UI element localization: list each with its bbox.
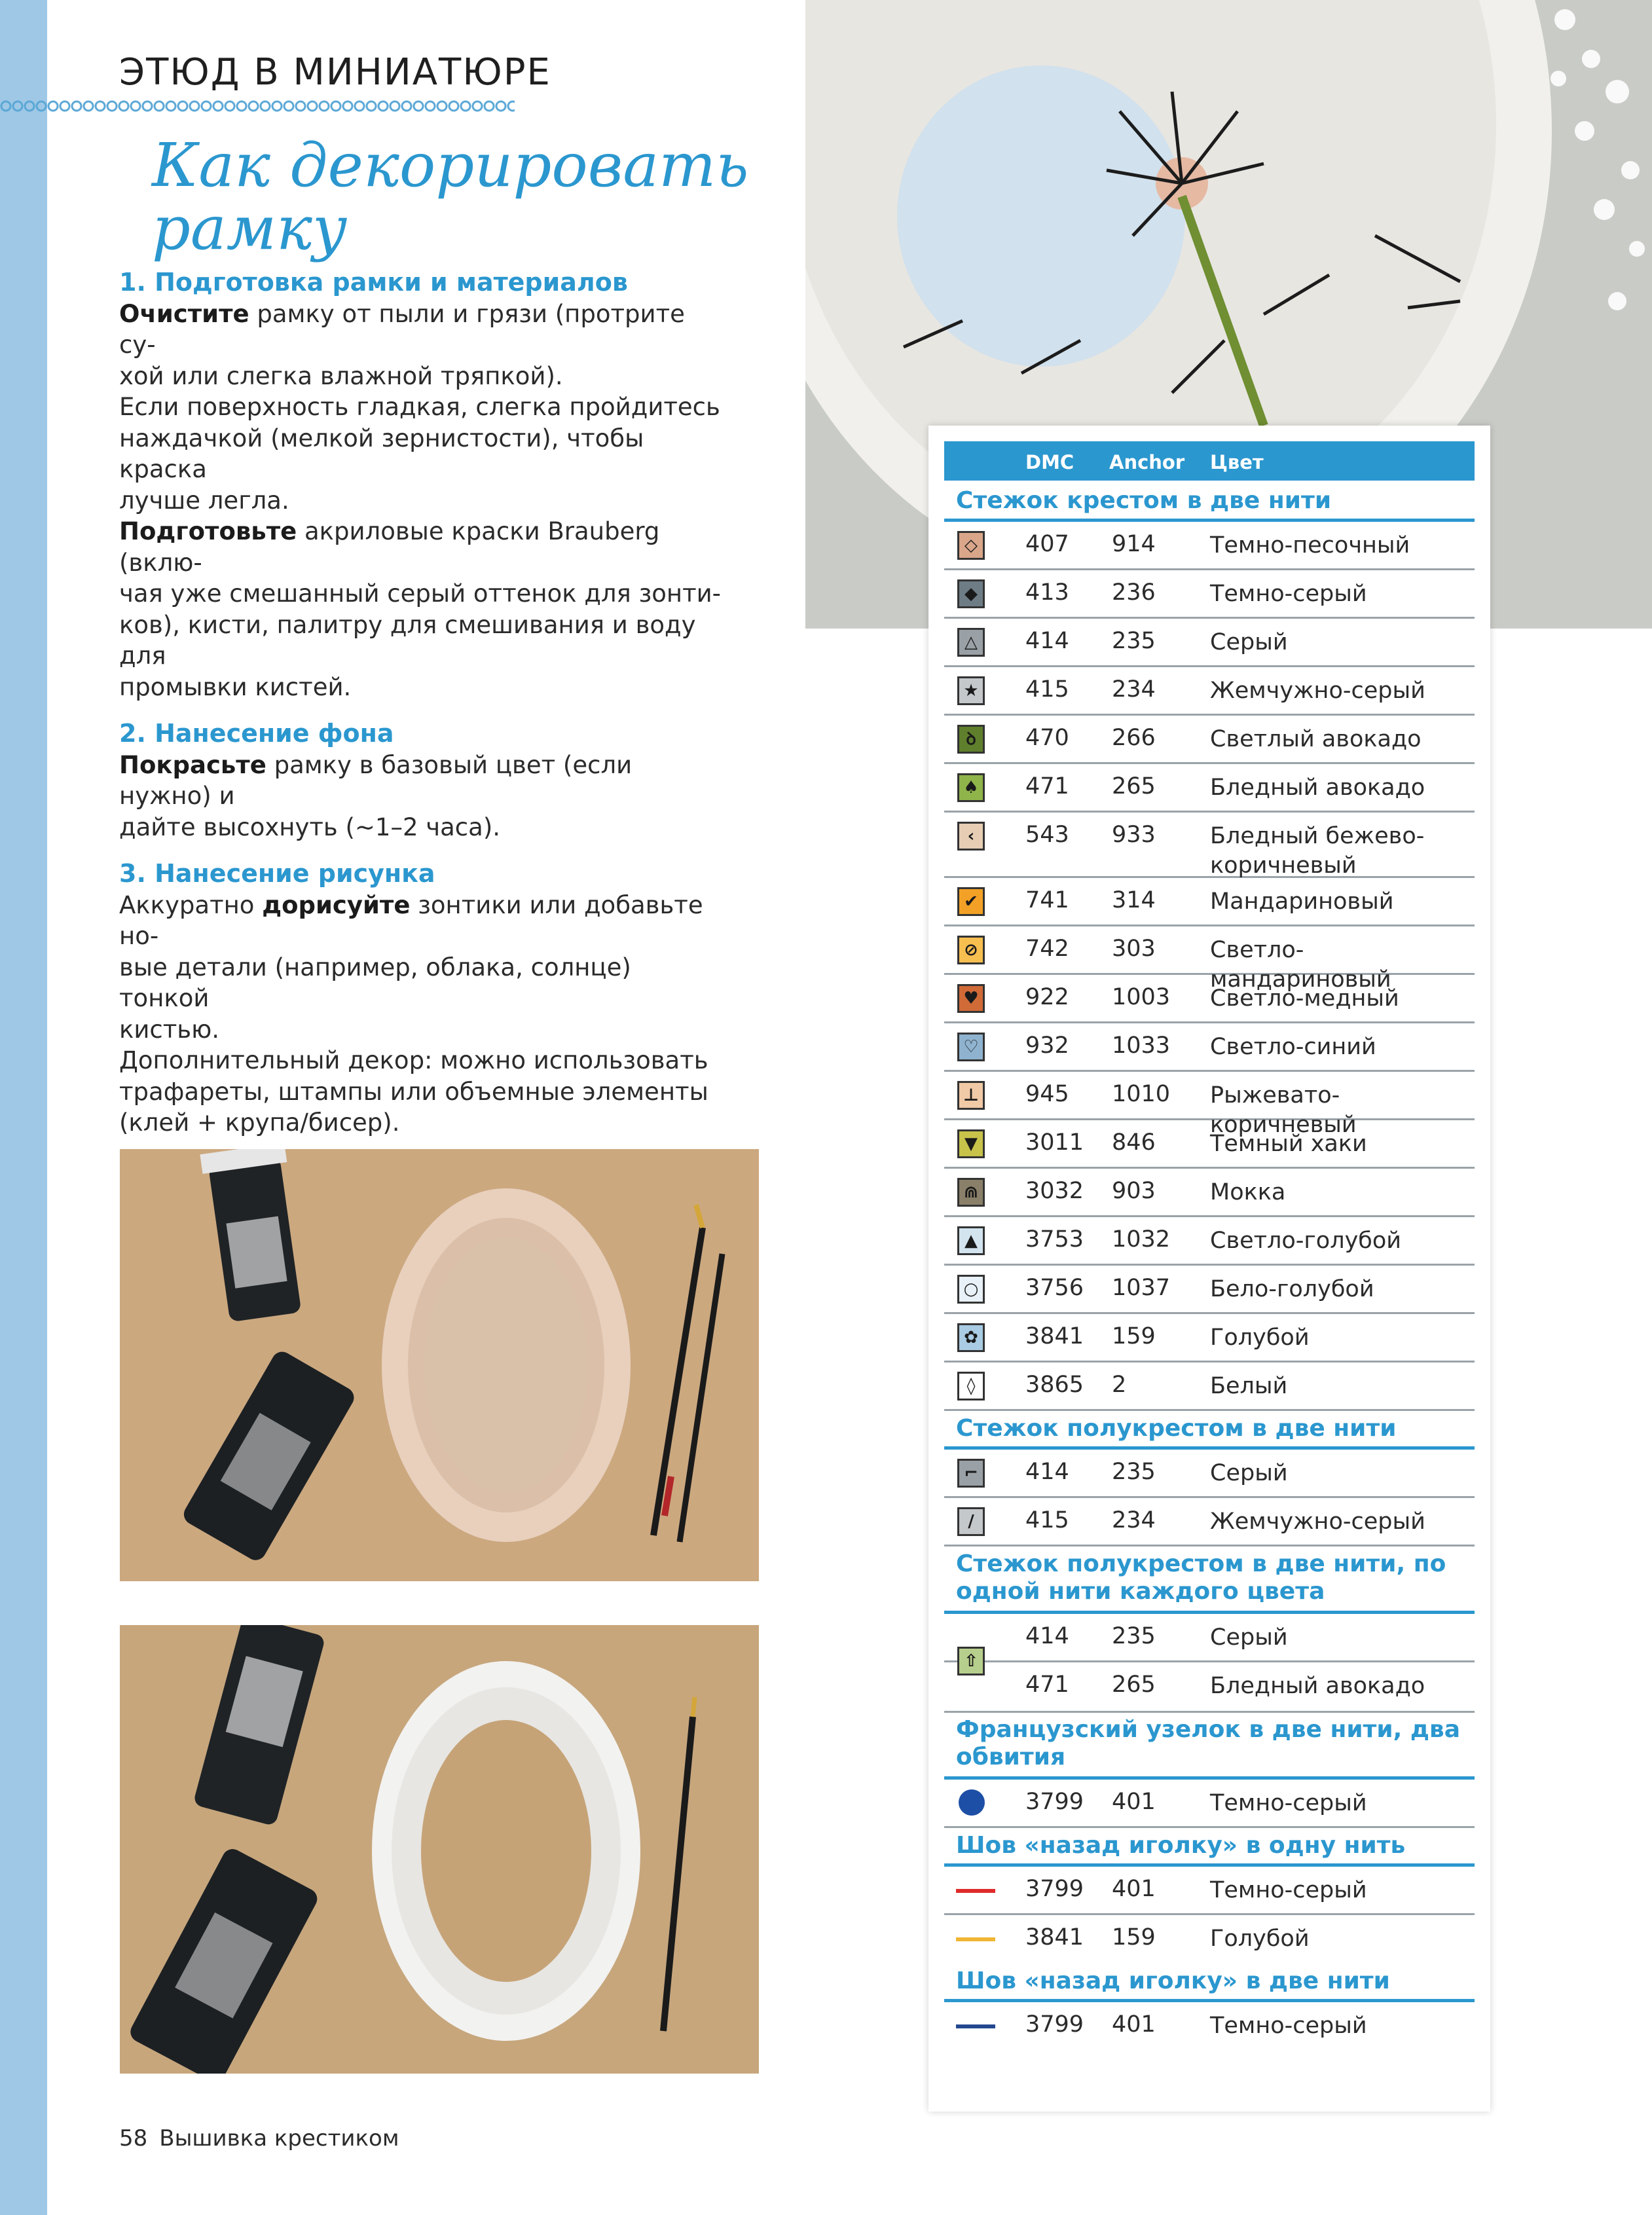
anchor-number: 401 [1112,1789,1156,1815]
thread-row [944,570,1475,619]
dmc-number: 3799 [1025,1876,1084,1902]
thread-row [944,716,1475,764]
anchor-number: 236 [1112,579,1156,606]
dmc-number: 470 [1025,725,1069,751]
color-name: Бело-голубой [1210,1276,1374,1302]
color-name: Белый [1210,1373,1288,1399]
photo-unpainted-frame-illustration [120,1149,759,1581]
col-dmc: DMC [1025,451,1074,473]
color-name: Темно-серый [1210,1790,1367,1816]
legend-group-title: Шов «назад иголку» в две нити [956,1968,1390,1994]
anchor-number: 266 [1112,725,1156,751]
thread-row [944,1498,1475,1547]
step-1-heading: 1. Подготовка рамки и материалов [119,268,628,297]
dmc-number: 922 [1025,984,1069,1010]
legend-group-title: Стежок полукрестом в две нити [956,1415,1397,1442]
step-3-heading: 3. Нанесение рисунка [119,859,435,888]
dmc-number: 3753 [1025,1226,1084,1253]
thread-row [944,667,1475,716]
col-color: Цвет [1210,451,1264,473]
thread-symbol-icon: ⋒ [957,1178,985,1207]
magazine-name: Вышивка крестиком [159,2125,399,2151]
text-line: Дополнительный декор: можно использовать [119,1046,708,1074]
thread-symbol-icon: ꝺ [957,725,985,754]
thread-key-table [928,426,1490,2112]
dmc-number: 407 [1025,531,1069,557]
dmc-number: 3032 [1025,1178,1084,1204]
dmc-number: 3011 [1025,1129,1084,1156]
french-knot-icon [959,1789,985,1816]
page-side-strip [0,0,47,2215]
anchor-number: 235 [1112,1459,1156,1485]
thread-symbol-icon: ◊ [957,1372,985,1400]
color-name: Темно-серый [1210,581,1367,607]
thread-symbol-icon: ♥ [957,984,985,1013]
text-line: акриловые краски Brauberg (вклю- [119,517,660,577]
dmc-number: 414 [1025,1623,1069,1649]
thread-row [944,1169,1475,1217]
anchor-number: 235 [1112,1623,1156,1649]
thread-row [944,1450,1475,1498]
title-line-2: рамку [152,193,348,263]
page-footer [119,2125,399,2151]
dmc-number: 471 [1025,773,1069,799]
step-3-text [119,890,728,1139]
thread-row [944,1072,1475,1138]
anchor-number: 159 [1112,1323,1156,1349]
thread-row [944,1614,1475,1662]
anchor-number: 303 [1112,936,1156,962]
text-line: промывки кистей. [119,672,352,701]
text-line: лучше легла. [119,486,289,515]
thread-symbol-icon: ‹ [957,822,985,851]
dmc-number: 3756 [1025,1275,1084,1301]
thread-row [944,1266,1475,1314]
legend-group-title: Стежок полукрестом в две нити, по одной нити каждого цвета [956,1550,1446,1605]
thread-row [944,926,1475,993]
thread-row [944,1314,1475,1363]
bold-term: Очистите [119,299,249,328]
anchor-number: 933 [1112,822,1156,848]
thread-row [944,1867,1475,1915]
color-name: Темно-серый [1210,1877,1367,1903]
dmc-number: 3799 [1025,2011,1084,2038]
thread-row [944,975,1475,1023]
photo-painted-frame-illustration [120,1625,759,2074]
color-name: Бледный бежево-коричневый [1210,823,1425,879]
color-name: Голубой [1210,1325,1310,1351]
backstitch-line-icon [956,1889,995,1893]
color-name: Светло-синий [1210,1034,1376,1060]
color-name: Жемчужно-серый [1210,1509,1425,1535]
color-name: Рыжевато-коричневый [1210,1082,1357,1138]
color-name: Жемчужно-серый [1210,678,1425,704]
title-line-1: Как декорировать [152,130,749,200]
thread-symbol-icon: ▼ [957,1129,985,1158]
color-name: Светло-мандариновый [1210,937,1391,993]
thread-symbol-icon: ✿ [957,1323,985,1352]
mixed-thread-symbol-icon: ⇧ [957,1647,985,1675]
color-name: Темный хаки [1210,1131,1367,1157]
dmc-number: 471 [1025,1672,1069,1698]
anchor-number: 1003 [1112,984,1171,1010]
text-line: Если поверхность гладкая, слегка пройдитесь [119,393,720,421]
color-name: Мандариновый [1210,888,1394,915]
thread-symbol-icon: ▲ [957,1226,985,1255]
anchor-number: 265 [1112,773,1156,799]
anchor-number: 401 [1112,2011,1156,2038]
legend-group-title: Стежок крестом в две нити [956,487,1332,514]
color-name: Голубой [1210,1926,1310,1952]
anchor-number: 846 [1112,1129,1156,1156]
color-name: Темно-песочный [1210,532,1410,558]
dmc-number: 945 [1025,1081,1069,1107]
thread-symbol-icon: ○ [957,1275,985,1304]
text-line: трафареты, штампы или объемные элементы [119,1077,708,1106]
thread-row [944,619,1475,667]
photo-unpainted-frame [120,1149,759,1581]
dmc-number: 3841 [1025,1323,1084,1349]
step-2-heading: 2. Нанесение фона [119,719,394,748]
text-line: дайте высохнуть (~1–2 часа). [119,813,501,841]
dmc-number: 414 [1025,1459,1069,1485]
anchor-number: 1033 [1112,1033,1171,1059]
dmc-number: 415 [1025,1507,1069,1533]
thread-row [944,813,1475,878]
thread-row [944,2002,1475,2051]
text-line: рамку в базовый цвет (если нужно) и [119,750,633,810]
dmc-number: 742 [1025,936,1069,962]
color-name: Темно-серый [1210,2013,1367,2039]
anchor-number: 159 [1112,1924,1156,1950]
text-line: ков), кисти, палитру для смешивания и воду для [119,610,696,670]
text-line: зонтики или добавьте но- [119,890,703,950]
thread-row [944,878,1475,926]
color-name: Серый [1210,629,1288,655]
bold-term: Подготовьте [119,517,297,545]
text-line: чая уже смешанный серый оттенок для зонти- [119,579,722,608]
text-line: (клей + крупа/бисер). [119,1108,400,1137]
dmc-number: 415 [1025,676,1069,703]
thread-symbol-icon: / [957,1507,985,1536]
thread-symbol-icon: ⌐ [957,1459,985,1488]
anchor-number: 314 [1112,887,1156,913]
text-line: вые детали (например, облака, солнце) тонкой [119,953,631,1012]
dmc-number: 3841 [1025,1924,1084,1950]
legend-group-title: Французский узелок в две нити, два обвития [956,1716,1460,1770]
dmc-number: 543 [1025,822,1069,848]
section-title: ЭТЮД В МИНИАТЮРЕ [119,51,551,94]
thread-row [944,1363,1475,1411]
anchor-number: 401 [1112,1876,1156,1902]
legend-group-title: Шов «назад иголку» в одну нить [956,1832,1406,1859]
thread-symbol-icon: ★ [957,676,985,705]
anchor-number: 235 [1112,628,1156,654]
thread-symbol-icon: ⊥ [957,1081,985,1110]
thread-row [944,1915,1475,1964]
dmc-number: 741 [1025,887,1069,913]
thread-row [944,1780,1475,1828]
anchor-number: 265 [1112,1672,1156,1698]
article-title [152,130,749,263]
thread-symbol-icon: ⊘ [957,936,985,964]
thread-symbol-icon: △ [957,628,985,657]
backstitch-line-icon [956,2024,995,2028]
thread-symbol-icon: ◆ [957,579,985,608]
anchor-number: 234 [1112,1507,1156,1533]
bold-term: Покрасьте [119,750,266,779]
anchor-number: 914 [1112,531,1156,557]
thread-row [944,1023,1475,1072]
text-line: рамку от пыли и грязи (протрите су- [119,299,685,359]
dmc-number: 3865 [1025,1372,1084,1398]
header-divider [0,100,515,113]
photo-painted-frame [120,1625,759,2074]
backstitch-line-icon [956,1937,995,1941]
dmc-number: 932 [1025,1033,1069,1059]
text-line: кистью. [119,1015,220,1044]
text-line: Аккуратно [119,890,263,919]
color-name: Светло-медный [1210,985,1399,1012]
dmc-number: 3799 [1025,1789,1084,1815]
step-1-text [119,299,728,703]
thread-row [944,1662,1475,1711]
thread-row [944,522,1475,570]
page-number: 58 [119,2125,148,2151]
anchor-number: 1037 [1112,1275,1171,1301]
thread-symbol-icon: ✔ [957,887,985,916]
thread-row [944,1120,1475,1169]
thread-symbol-icon: ♠ [957,773,985,802]
color-name: Серый [1210,1624,1288,1651]
color-name: Мокка [1210,1179,1286,1205]
dmc-number: 413 [1025,579,1069,606]
anchor-number: 234 [1112,676,1156,703]
legend-header [944,441,1475,481]
thread-symbol-icon: ♡ [957,1033,985,1061]
dmc-number: 414 [1025,628,1069,654]
color-name: Светло-голубой [1210,1228,1402,1254]
anchor-number: 1032 [1112,1226,1171,1253]
text-line: хой или слегка влажной тряпкой). [119,361,563,390]
row-rule [944,1711,1475,1713]
color-name: Светлый авокадо [1210,726,1422,752]
anchor-number: 2 [1112,1372,1127,1398]
bold-term: дорисуйте [262,890,411,919]
color-name: Бледный авокадо [1210,1673,1425,1699]
step-2-text [119,750,728,843]
thread-row [944,764,1475,813]
anchor-number: 903 [1112,1178,1156,1204]
color-name: Серый [1210,1460,1288,1486]
text-line: наждачкой (мелкой зернистости), чтобы краска [119,424,644,483]
thread-row [944,1217,1475,1266]
anchor-number: 1010 [1112,1081,1171,1107]
color-name: Бледный авокадо [1210,775,1425,801]
col-anchor: Anchor [1109,451,1185,473]
thread-symbol-icon: ◇ [957,531,985,560]
